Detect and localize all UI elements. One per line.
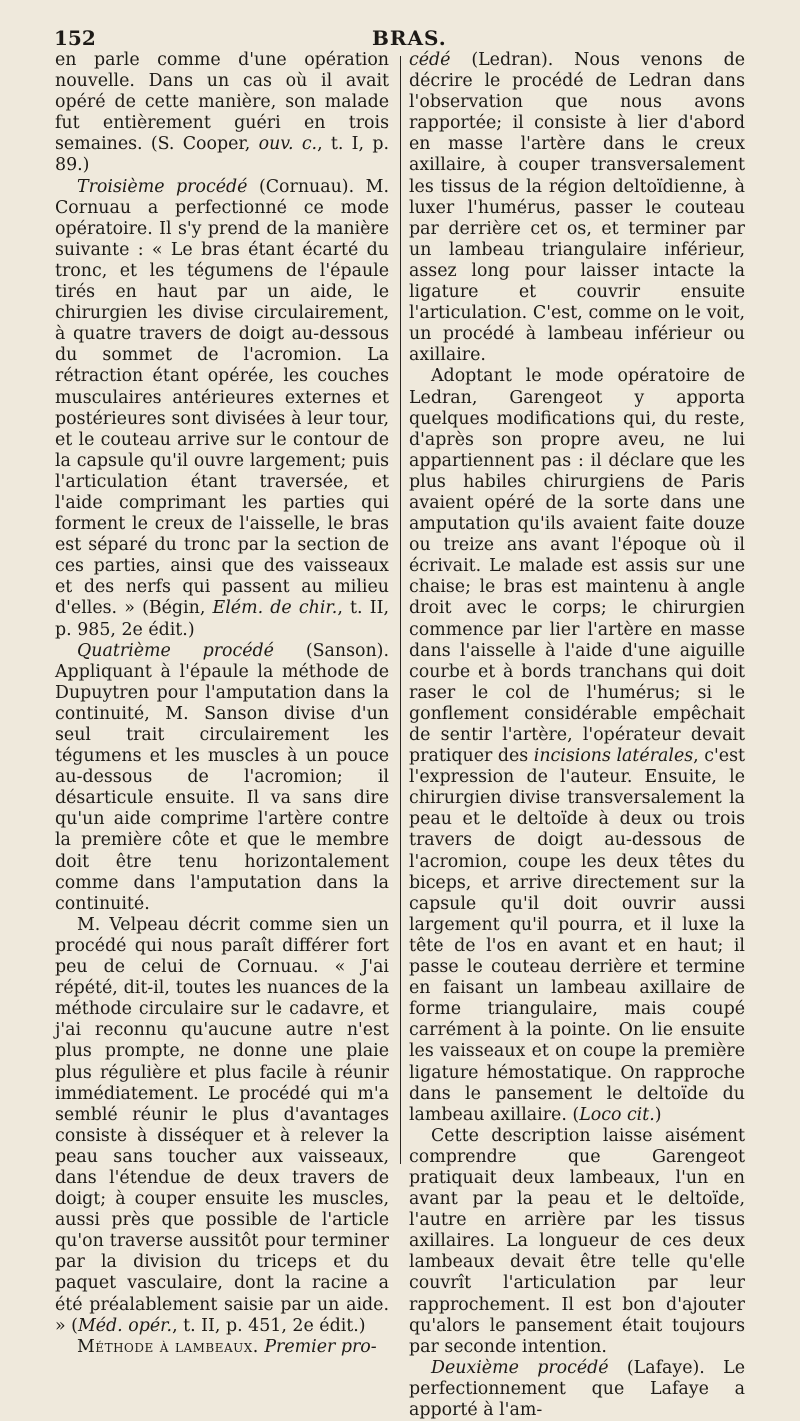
paragraph-methode-lambeaux: Méthode à lambeaux. Premier pro- (77, 1336, 377, 1357)
page-header (54, 26, 760, 50)
paragraph-troisieme-procede: Troisième procédé (Cornuau). M. Cornuau a perfectionné ce mode opératoire. Il s'y prend de la manière suivante : « Le bras étant écarté du tronc, et les tégumens de l'épaule tirés en haut par un aide, le chirurgien les divise circulairement, à quatre travers de doigt au-dessous du sommet de l'acromion. La rétraction étant opérée, les couches musculaires antérieures externes et postérieures sont divisées à leur tour, et le couteau arrive sur le contour de la capsule qu'il ouvre largement; puis l'articulation étant traversée, et l'aide comprimant les parties qui forment le creux de l'aisselle, le bras est séparé du tronc par la section de ces parties, ainsi que des vaisseaux et des nerfs qui passent au milieu d'elles. » (Bégin, Elém. de chir., t. II, p. 985, 2e édit.) (55, 176, 389, 640)
section-heading: Quatrième procédé (77, 640, 274, 661)
running-head: BRAS. (372, 26, 447, 50)
paragraph-deuxieme-procede: Deuxième procédé (Lafaye). Le perfectionnement que Lafaye a apporté à l'am- (409, 1357, 745, 1420)
page-number: 152 (54, 26, 96, 50)
paragraph-ledran: cédé (Ledran). Nous venons de décrire le procédé de Ledran dans l'observation que nous avons rapportée; il consiste à lier d'abord en masse l'artère dans le creux axillaire, à couper transversalement les tissus de la région deltoïdienne, à luxer l'humérus, passer le couteau par derrière cet os, et terminer par un lambeau triangulaire inférieur, assez long pour laisser intacte la ligature et couvrir ensuite l'articulation. C'est, comme on le voit, un procédé à lambeau inférieur ou axillaire. (409, 50, 745, 366)
left-column (55, 50, 389, 1357)
paragraph-quatrieme-procede: Quatrième procédé (Sanson). Appliquant à l'épaule la méthode de Dupuytren pour l'amputation dans la continuité, M. Sanson divise d'un seul trait circulairement les tégumens et les muscles à un pouce au-dessous de l'acromion; il désarticule ensuite. Il va sans dire qu'un aide comprime l'artère contre la première côte et que le membre doit être tenu horizontalement comme dans l'amputation dans la continuité. (55, 640, 389, 914)
section-heading: Troisième procédé (77, 176, 248, 197)
paragraph-garengeot: Adoptant le mode opératoire de Ledran, Garengeot y apporta quelques modifications qui, du reste, d'après son propre aveu, ne lui appartiennent pas : il déclare que les plus habiles chirurgiens de Paris avaient opéré de la sorte dans une amputation qu'ils avaient faite douze ou treize ans avant l'époque où il écrivait. Le malade est assis sur une chaise; le bras est maintenu à angle droit avec le corps; le chirurgien commence par lier l'artère en masse dans l'aisselle à l'aide d'une aiguille courbe et à bords tranchans qui doit raser le col de l'humérus; si le gonflement considérable empêchait de sentir l'artère, l'opérateur devait pratiquer des incisions latérales, c'est l'expression de l'auteur. Ensuite, le chirurgien divise transversalement la peau et le deltoïde à deux ou trois travers de doigt au-dessous de l'acromion, coupe les deux têtes du biceps, et arrive directement sur la capsule qu'il doit ouvrir aussi largement qu'il pourra, et il luxe la tête de l'os en avant et en haut; il passe le couteau derrière et termine en faisant un lambeau axillaire de forme triangulaire, mais coupé carrément à la pointe. On lie ensuite les vaisseaux et on coupe la première ligature hémostatique. On rapproche dans le pansement le deltoïde du lambeau axillaire. (Loco cit.) (409, 366, 745, 1125)
paragraph-cooper-end: en parle comme d'une opération nouvelle. Dans un cas où il avait opéré de cette manière, son malade fut entièrement guéri en trois semaines. (S. Cooper, ouv. c., t. I, p. 89.) (55, 50, 389, 176)
paragraph-description: Cette description laisse aisément comprendre que Garengeot pratiquait deux lambeaux, l'un en avant par la peau et le deltoïde, l'autre en arrière par les tissus axillaires. La longueur de ces deux lambeaux devait être telle qu'elle couvrît l'articulation par leur rapprochement. Il est bon d'ajouter qu'alors le pansement était toujours par seconde intention. (409, 1125, 745, 1357)
paragraph-velpeau: M. Velpeau décrit comme sien un procédé qui nous paraît différer fort peu de celui de Cornuau. « J'ai répété, dit-il, toutes les nuances de la méthode circulaire sur le cadavre, et j'ai reconnu qu'aucune autre n'est plus prompte, ne donne une plaie plus régulière et plus facile à réunir immédiatement. Le procédé qui m'a semblé réunir le plus d'avantages consiste à disséquer et à relever la peau sans toucher aux vaisseaux, dans l'étendue de deux travers de doigt; à couper ensuite les muscles, aussi près que possible de l'article qu'on traverse aussitôt pour terminer par la division du triceps et du paquet vasculaire, dont la racine a été préalablement saisie par un aide. » (Méd. opér., t. II, p. 451, 2e édit.) (55, 914, 389, 1336)
section-heading: Deuxième procédé (431, 1357, 609, 1378)
column-divider (400, 56, 401, 1164)
right-column (409, 50, 745, 1420)
section-title: Méthode à lambeaux. (77, 1336, 259, 1357)
